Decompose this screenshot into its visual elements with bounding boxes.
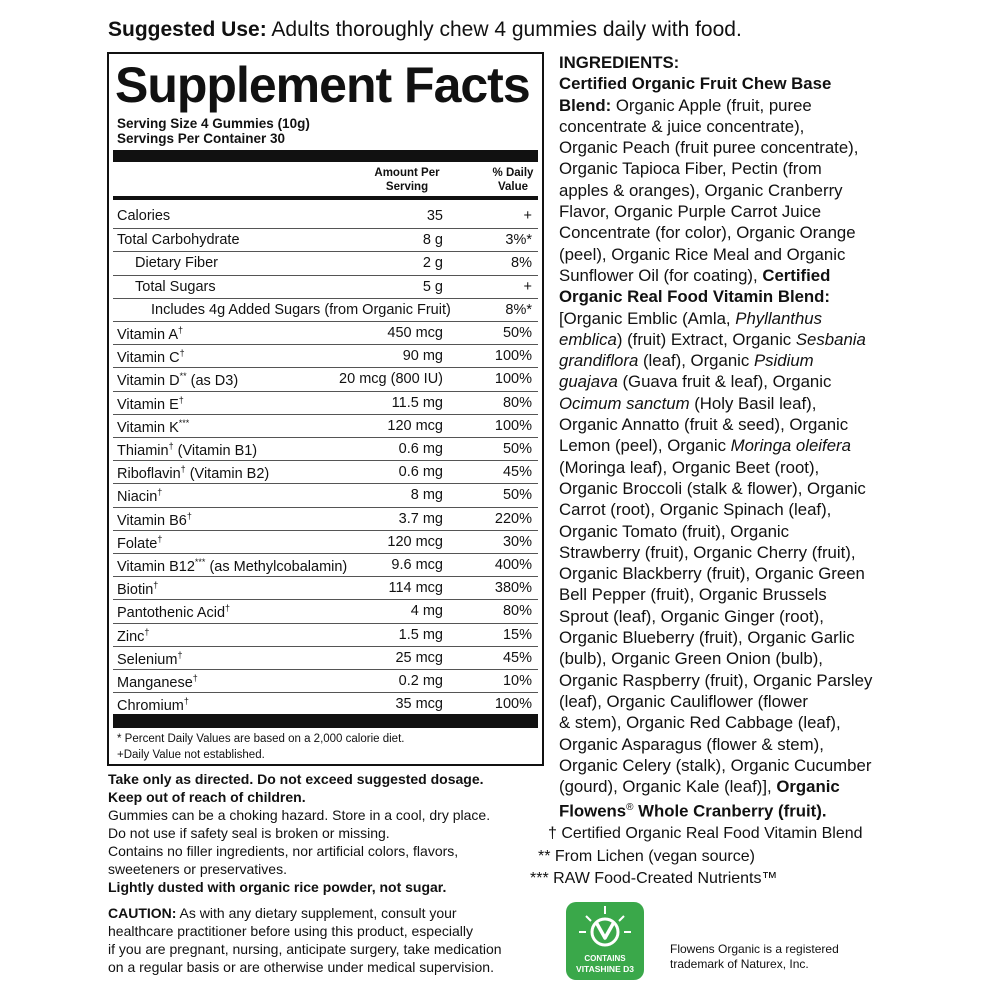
nutrient-name-suffix: (as D3)	[186, 373, 239, 390]
nutrient-name	[117, 580, 158, 598]
nutrient-name-text: Riboflavin	[117, 466, 181, 483]
ingredients-segment: ) (fruit) Extract, Organic	[616, 329, 796, 349]
nutrient-footnote-mark: †	[179, 348, 185, 359]
nutrient-footnote-mark: †	[157, 487, 163, 498]
caution-line: on a regular basis or are otherwise under medical supervision.	[108, 959, 494, 975]
nutrient-name-text: Selenium	[117, 651, 178, 668]
nutrient-amount: 4 mg	[410, 603, 443, 620]
nutrient-name-text: Calories	[117, 208, 171, 224]
caution-line: if you are pregnant, nursing, anticipate surgery, take medication	[108, 941, 502, 957]
nutrient-name-text: Chromium	[117, 698, 184, 715]
ingredients-segment: Phyllanthus	[735, 308, 823, 328]
nutrient-daily-value: 400%	[494, 557, 532, 573]
ingredients-segment: Organic Broccoli (stalk & flower), Organic	[559, 478, 866, 498]
ingredients-segment: Psidium	[753, 351, 814, 371]
ingredients-line	[559, 137, 889, 158]
nutrient-daily-value: 10%	[502, 673, 532, 689]
nutrient-row	[113, 275, 538, 299]
nutrient-daily-value: 3%*	[505, 232, 532, 249]
note-dusted: Lightly dusted with organic rice powder, not sugar.	[108, 879, 447, 895]
col-amount-header-line: Amount Per	[374, 167, 440, 179]
nutrient-daily-value: 30%	[502, 533, 532, 550]
nutrient-name	[117, 371, 238, 389]
ingredients-segment: Ocimum sanctum	[559, 393, 690, 413]
nutrient-amount: 9.6 mcg	[391, 557, 443, 573]
vitashine-badge	[566, 902, 644, 980]
nutrient-name-suffix: (as Methylcobalamin)	[205, 558, 348, 575]
nutrient-row	[113, 530, 538, 554]
ingredients-line	[559, 627, 889, 648]
caution-line	[108, 905, 457, 923]
nutrient-name-text: Includes 4g Added Sugars (from Organic Fruit)	[151, 301, 451, 318]
ingredients-segment: Organic Apple (fruit, puree	[611, 95, 812, 115]
nutrient-row	[113, 437, 538, 461]
col-amount-header	[367, 166, 447, 194]
nutrient-name-text: Pantothenic Acid	[117, 605, 226, 622]
ingredients-segment: Strawberry (fruit), Organic Cherry (fruit),	[559, 542, 856, 562]
ingredients-segment: guajava	[559, 372, 618, 392]
nutrient-row	[113, 344, 538, 368]
ingredients-segment: Certified Organic Fruit Chew Base	[559, 74, 832, 94]
nutrient-row	[113, 576, 538, 600]
note-fillers-cont: sweeteners or preservatives.	[108, 861, 287, 877]
nutrient-amount: 8 mg	[410, 487, 443, 504]
nutrient-name	[135, 279, 216, 295]
ingredients-segment: Flowens	[559, 801, 627, 821]
nutrient-name-text: Vitamin B6	[117, 512, 187, 529]
nutrient-row	[113, 646, 538, 670]
nutrient-name-text: Vitamin C	[117, 350, 180, 367]
nutrient-name-text: Vitamin E	[117, 396, 179, 413]
ingredients-line	[559, 797, 889, 822]
nutrient-name-text: Vitamin B12	[117, 558, 195, 575]
ingredients-line	[559, 414, 889, 435]
nutrient-footnote-mark: †	[178, 394, 184, 405]
ingredients-segment: (leaf), Organic	[638, 351, 754, 371]
ingredients-line	[559, 116, 889, 137]
ingredients-segment: (Moringa leaf), Organic Beet (root),	[559, 457, 820, 477]
thick-divider	[113, 150, 538, 162]
nutrient-amount: 25 mcg	[395, 649, 443, 666]
ingredients-line	[559, 222, 889, 243]
ingredients-segment: Flavor, Organic Purple Carrot Juice	[559, 202, 822, 222]
nutrient-footnote-mark: ***	[178, 417, 190, 428]
ingredients-line	[559, 265, 889, 286]
nutrient-name-text: Vitamin A	[117, 326, 178, 343]
nutrient-name-text: Total Carbohydrate	[117, 232, 240, 249]
nutrient-daily-value: 100%	[494, 696, 532, 713]
nutrient-footnote-mark: †	[186, 510, 192, 521]
nutrient-name	[117, 487, 162, 505]
ingredients-segment: & stem), Organic Red Cabbage (leaf),	[559, 713, 841, 733]
serving-size: Serving Size 4 Gummies (10g)	[117, 116, 310, 131]
nutrient-row	[113, 414, 538, 438]
nutrient-name-suffix: (Vitamin B1)	[173, 442, 258, 459]
note-seal: Do not use if safety seal is broken or missing.	[108, 825, 390, 841]
nutrient-footnote-mark: †	[180, 464, 186, 475]
ingredients-segment: Organic Tapioca Fiber, Pectin (from	[559, 159, 822, 179]
facts-title: Supplement Facts	[115, 57, 530, 113]
ingredients-line	[559, 95, 889, 116]
ingredients-line	[559, 478, 889, 499]
nutrient-daily-value: 380%	[494, 580, 532, 597]
nutrient-row	[113, 298, 538, 322]
nutrient-name-text: Biotin	[117, 582, 154, 599]
servings-per-container: Servings Per Container 30	[117, 131, 286, 146]
nutrient-row	[113, 321, 538, 345]
ingredients-segment: Organic Real Food Vitamin Blend:	[559, 287, 831, 307]
ingredients-line	[559, 457, 889, 478]
ingredients-segment: concentrate & juice concentrate),	[559, 116, 805, 136]
nutrient-daily-value: 15%	[502, 626, 532, 643]
nutrient-row	[113, 553, 538, 577]
vitashine-badge-icon	[566, 902, 644, 980]
nutrient-row	[113, 507, 538, 531]
ingredients-segment: [Organic Emblic (Amla,	[559, 308, 736, 328]
ingredients-segment: Organic Peach (fruit puree concentrate),	[559, 138, 859, 158]
nutrient-amount: 35 mcg	[395, 696, 443, 713]
note-directions: Take only as directed. Do not exceed suggested dosage.	[108, 771, 484, 787]
nutrient-name-suffix: (Vitamin B2)	[185, 466, 270, 483]
ingredients-segment: Carrot (root), Organic Spinach (leaf),	[559, 500, 832, 520]
nutrient-name	[117, 232, 240, 248]
nutrient-row	[113, 367, 538, 391]
ingredients-segment: Sunflower Oil (for coating),	[559, 265, 763, 285]
ingredients-segment: ®	[626, 802, 634, 814]
supplement-facts-panel	[107, 52, 544, 766]
nutrient-amount: 120 mcg	[387, 417, 443, 434]
nutrient-name	[117, 603, 230, 621]
ingredients-line	[559, 180, 889, 201]
nutrient-footnote-mark: †	[157, 533, 163, 544]
nutrient-name	[117, 208, 170, 224]
ingredients-line	[559, 308, 889, 329]
nutrient-footnote-mark: †	[225, 603, 231, 614]
nutrient-footnote-mark: †	[178, 325, 184, 335]
ingredients-segment: Whole Cranberry (fruit).	[633, 801, 827, 821]
ingredients-segment: Lemon (peel), Organic	[559, 436, 731, 456]
ingredients-line	[559, 563, 889, 584]
nutrient-amount: 8 g	[422, 232, 443, 249]
ingredients-segment: Organic Tomato (fruit), Organic	[559, 521, 790, 541]
footnote-dv-not-established: +Daily Value not established.	[117, 749, 265, 761]
nutrient-name-text: Vitamin K	[117, 419, 179, 436]
nutrient-amount: 0.6 mg	[398, 441, 443, 457]
ingredients-segment: (leaf), Organic Cauliflower (flower	[559, 691, 808, 711]
nutrient-name	[117, 464, 269, 482]
nutrient-footnote-mark: †	[192, 673, 198, 683]
nutrient-daily-value: 100%	[494, 371, 532, 388]
medium-divider	[113, 196, 538, 200]
nutrient-amount: 120 mcg	[387, 533, 443, 550]
ingredients-line	[559, 371, 889, 392]
nutrient-name	[117, 511, 192, 529]
nutrient-footnote-mark: †	[144, 626, 150, 637]
ingredients-line	[559, 606, 889, 627]
ingredients-line	[559, 542, 889, 563]
nutrient-daily-value: +	[523, 208, 532, 224]
ingredients-line	[559, 648, 889, 669]
ingredients-line	[559, 435, 889, 456]
nutrient-name	[117, 650, 182, 668]
ingredients-line	[559, 393, 889, 414]
ingredients-line	[559, 158, 889, 179]
ingredients-segment: Organic Raspberry (fruit), Organic Parsley	[559, 670, 873, 690]
nutrient-amount: 90 mg	[402, 348, 443, 365]
ingredients-line	[559, 670, 889, 691]
ingredients-segment: (peel), Organic Rice Meal and Organic	[559, 244, 846, 264]
nutrient-name	[117, 325, 183, 343]
nutrient-row	[113, 391, 538, 415]
ingredients-segment: (gourd), Organic Kale (leaf)],	[559, 777, 777, 797]
nutrient-daily-value: 8%*	[505, 301, 532, 318]
nutrient-amount: 0.2 mg	[398, 673, 443, 689]
suggested-use-text: Adults thoroughly chew 4 gummies daily with food.	[266, 18, 742, 41]
nutrient-amount: 5 g	[422, 278, 443, 295]
nutrient-name-text: Total Sugars	[135, 278, 216, 295]
nutrient-row	[113, 692, 538, 716]
nutrient-footnote-mark: †	[168, 441, 174, 451]
note-fillers: Contains no filler ingredients, nor artificial colors, flavors,	[108, 843, 459, 859]
footnote-dagger: † Certified Organic Real Food Vitamin Blend	[548, 825, 863, 842]
ingredients-line	[559, 350, 889, 371]
ingredients-line	[559, 73, 889, 94]
nutrient-name-text: Dietary Fiber	[135, 255, 218, 272]
nutrient-daily-value: 45%	[502, 649, 532, 666]
nutrient-footnote-mark: †	[153, 580, 159, 591]
ingredients-line	[559, 584, 889, 605]
nutrient-row	[113, 251, 538, 275]
trademark-line: Flowens Organic is a registered	[670, 942, 839, 956]
ingredients-segment: Organic	[776, 777, 840, 797]
nutrient-amount: 35	[426, 208, 443, 224]
nutrient-daily-value: 8%	[511, 255, 532, 272]
footnote-percent-dv: * Percent Daily Values are based on a 2,000 calorie diet.	[117, 733, 405, 745]
nutrient-row	[113, 205, 538, 228]
trademark-note	[670, 942, 839, 972]
ingredients-segment: grandiflora	[559, 351, 639, 371]
nutrient-daily-value: +	[523, 278, 532, 295]
nutrient-amount: 0.6 mg	[398, 464, 443, 481]
nutrient-footnote-mark: †	[177, 649, 183, 660]
ingredients-segment: Bell Pepper (fruit), Organic Brussels	[559, 585, 827, 605]
nutrient-row	[113, 669, 538, 693]
ingredients-line	[559, 286, 889, 307]
nutrient-name-text: Zinc	[117, 628, 145, 645]
col-dv-header	[483, 166, 543, 194]
ingredients-text	[559, 73, 889, 822]
nutrient-name-text: Thiamin	[117, 442, 169, 459]
nutrient-row	[113, 483, 538, 507]
col-dv-header-line: Value	[497, 181, 529, 193]
nutrient-row	[113, 623, 538, 647]
nutrient-name	[117, 696, 189, 714]
trademark-line: trademark of Naturex, Inc.	[670, 957, 809, 971]
ingredients-segment: Organic Blueberry (fruit), Organic Garlic	[559, 628, 855, 648]
ingredients-line	[559, 201, 889, 222]
nutrient-daily-value: 100%	[494, 348, 532, 365]
nutrient-amount: 450 mcg	[387, 325, 443, 341]
nutrient-daily-value: 50%	[502, 325, 532, 341]
ingredients-line	[559, 521, 889, 542]
nutrient-name	[117, 627, 149, 645]
nutrient-row	[113, 599, 538, 623]
nutrient-amount: 20 mcg (800 IU)	[339, 371, 443, 388]
suggested-use-label: Suggested Use:	[108, 18, 267, 41]
nutrient-amount: 2 g	[422, 255, 443, 272]
ingredients-segment: emblica	[559, 329, 617, 349]
thick-divider-bottom	[113, 714, 538, 728]
nutrient-daily-value: 100%	[494, 417, 532, 434]
nutrient-daily-value: 50%	[502, 487, 532, 504]
ingredients-segment: apples & oranges), Organic Cranberry	[559, 180, 843, 200]
nutrient-amount: 1.5 mg	[398, 626, 443, 643]
ingredients-segment: Sesbania	[795, 329, 866, 349]
ingredients-segment: Certified	[762, 265, 831, 285]
ingredients-segment: Sprout (leaf), Organic Ginger (root),	[559, 606, 824, 626]
ingredients-segment: Organic Annatto (fruit & seed), Organic	[559, 415, 849, 435]
ingredients-line	[559, 712, 889, 733]
badge-line-1: CONTAINS	[584, 954, 626, 963]
nutrient-name-text: Manganese	[117, 674, 193, 691]
nutrient-amount: 114 mcg	[388, 580, 443, 597]
ingredients-line	[559, 734, 889, 755]
footnote-triple-star: *** RAW Food-Created Nutrients™	[530, 870, 778, 887]
caution-text: As with any dietary supplement, consult your	[176, 905, 457, 921]
nutrient-amount: 11.5 mg	[391, 394, 443, 411]
ingredients-segment: Organic Blackberry (fruit), Organic Green	[559, 564, 865, 584]
nutrient-name	[117, 418, 189, 436]
nutrient-name-text: Niacin	[117, 489, 158, 506]
nutrient-daily-value: 80%	[502, 603, 532, 620]
ingredients-segment: Organic Celery (stalk), Organic Cucumber	[559, 755, 872, 775]
ingredients-segment: Concentrate (for color), Organic Orange	[559, 223, 856, 243]
nutrient-name-text: Folate	[117, 535, 158, 552]
nutrient-name	[117, 348, 185, 366]
ingredients-line	[559, 776, 889, 797]
nutrient-footnote-mark: ***	[194, 557, 206, 567]
note-children: Keep out of reach of children.	[108, 789, 306, 805]
caution-line: healthcare practitioner before using this product, especially	[108, 923, 473, 939]
nutrient-name-text: Vitamin D	[117, 373, 180, 390]
ingredients-segment: (bulb), Organic Green Onion (bulb),	[559, 649, 823, 669]
ingredients-heading: INGREDIENTS:	[559, 53, 680, 72]
footnote-double-star: ** From Lichen (vegan source)	[538, 848, 755, 865]
nutrient-daily-value: 45%	[502, 464, 532, 481]
ingredients-segment: Organic Asparagus (flower & stem),	[559, 734, 824, 754]
ingredients-segment: Blend:	[559, 95, 612, 115]
ingredients-block	[559, 52, 889, 822]
ingredients-line	[559, 244, 889, 265]
ingredients-line	[559, 329, 889, 350]
caution-label: CAUTION:	[108, 905, 177, 921]
nutrient-daily-value: 220%	[494, 510, 532, 527]
nutrient-name	[117, 673, 198, 691]
ingredients-segment: (Holy Basil leaf),	[689, 393, 817, 413]
col-amount-header-line: Serving	[385, 181, 429, 193]
ingredients-line	[559, 499, 889, 520]
nutrient-name	[117, 534, 162, 552]
nutrient-amount: 3.7 mg	[398, 510, 443, 527]
ingredients-line	[559, 691, 889, 712]
nutrient-daily-value: 80%	[502, 394, 532, 411]
ingredients-segment: (Guava fruit & leaf), Organic	[617, 372, 832, 392]
nutrient-footnote-mark: **	[179, 371, 187, 382]
nutrient-name	[135, 255, 218, 271]
ingredients-segment: Moringa oleifera	[730, 436, 851, 456]
nutrient-name	[151, 302, 451, 318]
nutrient-row	[113, 460, 538, 484]
col-dv-header-line: % Daily	[492, 167, 534, 179]
nutrient-footnote-mark: †	[183, 696, 189, 707]
nutrient-name	[117, 557, 347, 575]
nutrient-name	[117, 395, 184, 413]
nutrient-row	[113, 228, 538, 252]
nutrient-name	[117, 441, 257, 459]
nutrient-daily-value: 50%	[502, 441, 532, 457]
badge-line-2: VITASHINE D3	[576, 964, 634, 974]
suggested-use	[108, 18, 742, 42]
note-choking: Gummies can be a choking hazard. Store in a cool, dry place.	[108, 807, 491, 823]
ingredients-line	[559, 755, 889, 776]
